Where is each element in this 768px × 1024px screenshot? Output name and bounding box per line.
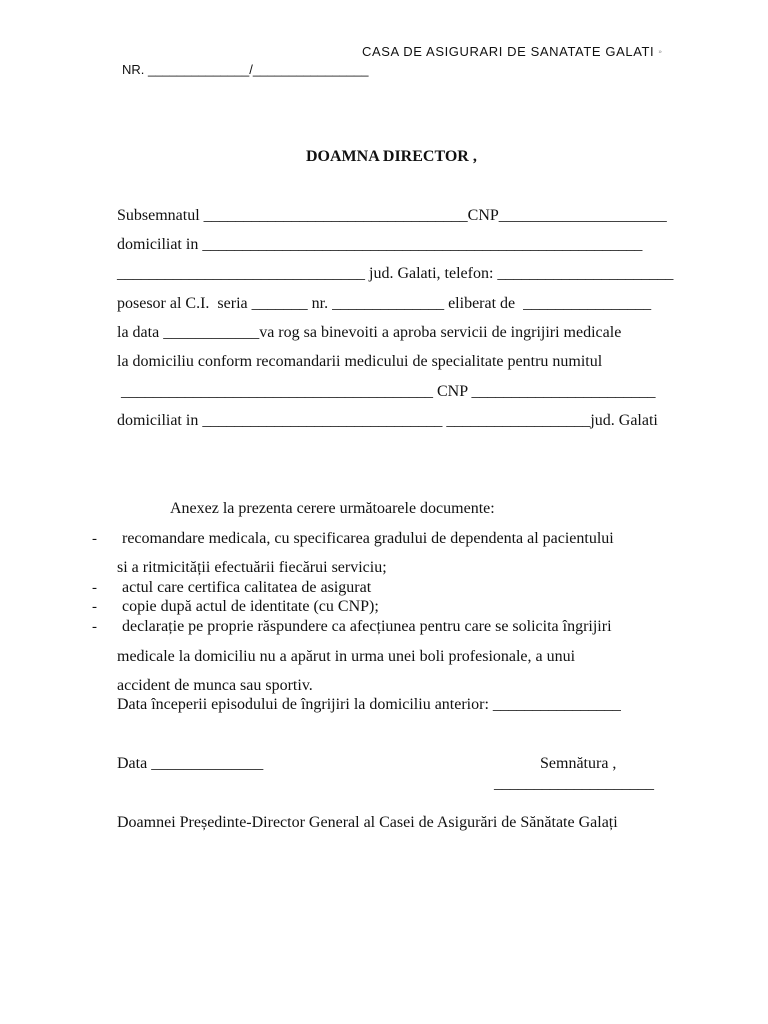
annex-item-declaration-cont: medicale la domiciliu nu a apărut in urma unei boli profesionale, a unui — [117, 648, 576, 665]
annex-item-recommendation: recomandare medicala, cu specificarea gradului de dependenta al pacientului — [122, 530, 614, 547]
bullet-dash: - — [92, 599, 97, 615]
annex-item-insured-proof: actul care certifica calitatea de asigurat — [122, 579, 372, 596]
body-line-county-phone: _______________________________ jud. Galati, telefon: ______________________ — [117, 265, 674, 282]
bullet-dash: - — [92, 619, 97, 635]
body-line-request: la data ____________va rog sa binevoiti a aproba servicii de ingrijiri medicale — [117, 324, 622, 341]
signature-date: Data ______________ — [117, 755, 264, 772]
body-line-patient-cnp: _______________________________________ CNP _______________________ — [117, 383, 656, 400]
bullet-dash: - — [92, 531, 97, 547]
header-mark: » — [658, 49, 663, 56]
addressee-footer: Doamnei Președinte-Director General al Casei de Asigurări de Sănătate Galați — [117, 814, 618, 831]
body-line-recommendation: la domiciliu conform recomandarii medicului de specialitate pentru numitul — [117, 353, 603, 370]
annex-item-recommendation-cont: si a ritmicității efectuării fiecărui serviciu; — [117, 559, 387, 576]
body-line-id-card: posesor al C.I. seria _______ nr. ______________ eliberat de ________________ — [117, 295, 652, 312]
annex-intro: Anexez la prezenta cerere următoarele documente: — [170, 500, 495, 517]
annex-item-id-copy: copie după actul de identitate (cu CNP); — [122, 598, 379, 615]
signature-label: Semnătura , — [540, 755, 617, 772]
registration-number-line: NR. ______________/________________ — [122, 62, 369, 77]
annex-item-declaration: declarație pe proprie răspundere ca afecțiunea pentru care se solicita îngrijiri — [122, 618, 612, 635]
body-line-applicant: Subsemnatul _________________________________CNP_____________________ — [117, 207, 667, 224]
body-line-domicile: domiciliat in _______________________________________________________ — [117, 236, 643, 253]
body-line-patient-domicile: domiciliat in ______________________________ __________________jud. Galati — [117, 412, 658, 429]
institution-name: CASA DE ASIGURARI DE SANATATE GALATI — [362, 44, 655, 59]
institution-header — [362, 44, 662, 59]
annex-item-declaration-end: accident de munca sau sportiv. — [117, 677, 313, 694]
episode-start-date: Data începerii episodului de îngrijiri la domiciliu anterior: ________________ — [117, 696, 621, 713]
signature-line: ____________________ — [494, 775, 654, 792]
document-title: DOAMNA DIRECTOR , — [306, 148, 477, 165]
bullet-dash: - — [92, 580, 97, 596]
